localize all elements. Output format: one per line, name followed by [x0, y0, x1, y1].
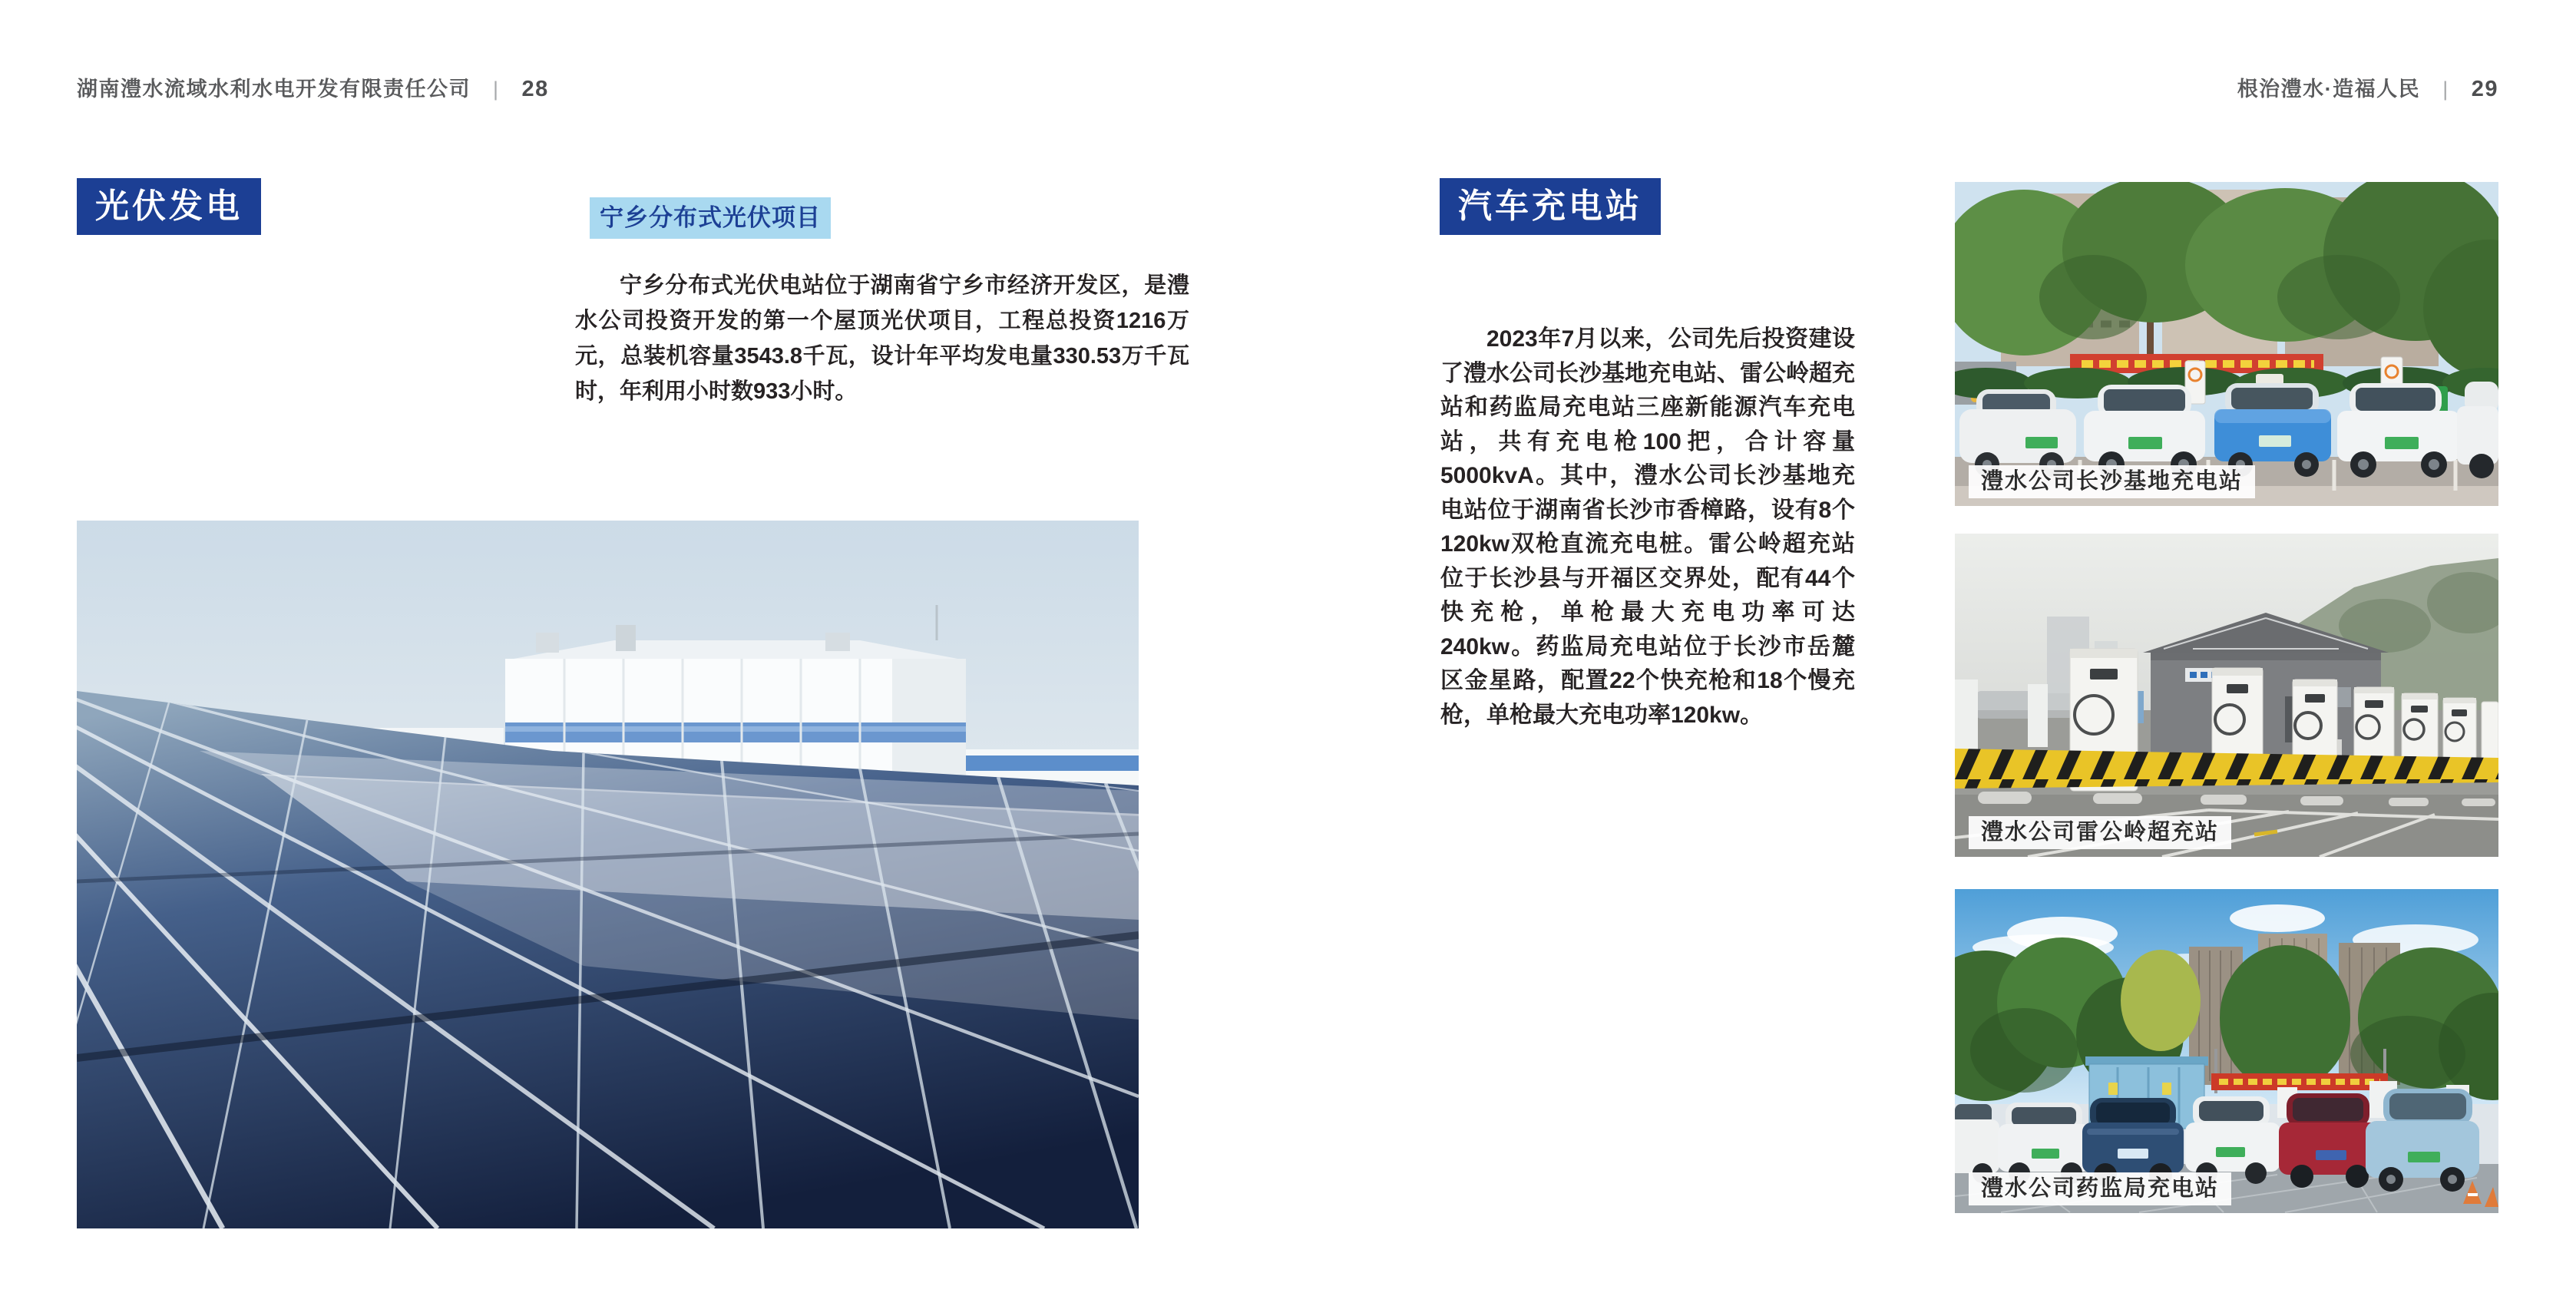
company-name: 湖南澧水流域水利水电开发有限责任公司 — [77, 78, 471, 101]
subsection-title-ningxiang-pv: 宁乡分布式光伏项目 — [590, 197, 831, 239]
photo-caption: 澧水公司雷公岭超充站 — [1969, 816, 2231, 849]
page-header-left — [77, 72, 549, 102]
photo-yaojianju-station — [1955, 889, 2498, 1213]
page-header-right — [2237, 72, 2498, 102]
photo-leigongling-station — [1955, 534, 2498, 857]
photo-changsha-base-station — [1955, 182, 2498, 506]
solar-array-illustration — [77, 521, 1139, 1228]
page-number-right: 29 — [2471, 77, 2498, 101]
paragraph-ev: 2023年7月以来，公司先后投资建设了澧水公司长沙基地充电站、雷公岭超充站和药监局充电站三座新能源汽车充电站，共有充电枪100把，合计容量5000kvA。其中，澧水公司长沙基地充电站位于湖南省长沙市香樟路，设有8个120kw双枪直流充电桩。雷公岭超充站位于长沙县与开福区交界处，配有44个快充枪，单枪最大充电功率可达240kw。药监局充电站位于长沙市岳麓区金星路，配置22个快充枪和18个慢充枪，单枪最大充电功率120kw。 — [1440, 326, 1855, 728]
photo-rooftop-solar-array — [77, 521, 1139, 1228]
section-title-photovoltaic: 光伏发电 — [77, 178, 261, 235]
yaojianju-station-illustration — [1955, 889, 2498, 1213]
paragraph-pv: 宁乡分布式光伏电站位于湖南省宁乡市经济开发区，是澧水公司投资开发的第一个屋顶光伏项目，工程总投资1216万元，总装机容量3543.8千瓦，设计年平均发电量330.53万千瓦时，年利用小时数933小时。 — [575, 273, 1189, 404]
taxi-car — [2214, 374, 2331, 477]
photo-caption: 澧水公司长沙基地充电站 — [1969, 465, 2255, 498]
photo-caption: 澧水公司药监局充电站 — [1969, 1172, 2231, 1205]
leigongling-station-illustration — [1955, 534, 2498, 857]
header-divider: | — [2442, 78, 2449, 101]
slogan: 根治澧水·造福人民 — [2237, 78, 2421, 101]
section-title-ev-charging: 汽车充电站 — [1440, 178, 1661, 235]
page-number-left: 28 — [521, 77, 549, 101]
header-divider: | — [493, 78, 500, 101]
changsha-station-illustration — [1955, 182, 2498, 506]
